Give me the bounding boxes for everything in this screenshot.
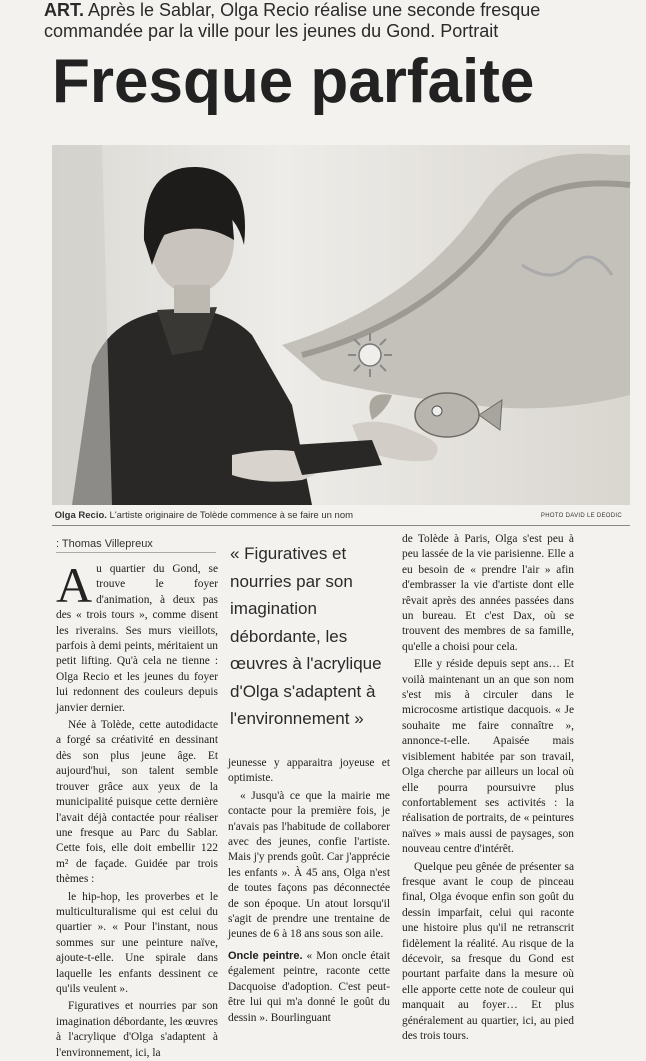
mural-sun: [348, 333, 392, 377]
byline: : Thomas Villepreux: [56, 536, 216, 553]
drop-cap: A: [56, 557, 93, 613]
paragraph: Quelque peu gênée de présenter sa fresque avant le coup de pinceau final, Olga évoque enfin son goût du dessin imparfait, celui qui raconte une histoire plus qu'il ne retranscrit fidèlement la réalité. Au risque de la décevoir, sa fresque du Gond est pourtant parfaite dans la mesure où elle apporte cette note de couleur qui manquait au foyer… Et plus généralement au quartier, ici, au pied des trois tours.: [402, 860, 574, 1042]
caption-text: L'artiste originaire de Tolède commence à se faire un nom: [109, 510, 354, 521]
paragraph: de Tolède à Paris, Olga s'est peu à peu lassée de la vie parisienne. Elle a eu besoin de « prendre l'air » afin d'embrasser la vie d'artiste dont elle rêvait après des années passées dans un bureau. Et c'est Dax, où se trouvent des membres de sa famille, qu'elle a choisi pour cela.: [402, 533, 574, 653]
caption-name: Olga Recio.: [54, 510, 107, 521]
kicker-label: ART.: [44, 0, 84, 20]
paragraph: Figuratives et nourries par son imagination débordante, les œuvres à l'acrylique d'Olga s'adaptent à l'environnement, ici, la: [56, 1000, 218, 1059]
paragraph: [56, 557, 218, 716]
portrait-photo: [52, 145, 630, 505]
photo-credit: PHOTO DAVID LE DEODIC: [540, 513, 622, 519]
paragraph-text: « Mon oncle était également peintre, raconte cette Dacquoise d'adoption. C'est peut-être lui qui m'a donné le goût du dessin ». Bourlinguant: [228, 949, 390, 1024]
paragraph: le hip-hop, les proverbes et le multiculturalisme qui est celui du quartier ». « Pour l'instant, nous sommes sur une peinture naïve, ajoute-t-elle. Une spirale dans laquelle les enfants dessinent ce qu'ils veulent ».: [56, 890, 218, 995]
kicker: [44, 0, 634, 42]
article-column-1: [56, 557, 218, 1059]
subhead: Oncle peintre.: [228, 949, 303, 962]
photo-illustration: [52, 145, 630, 505]
paragraph: Elle y réside depuis sept ans… Et voilà maintenant un an que son nom s'est mis à circuler dans le microcosme artistique dacquois. « Je souhaite me faire connaître », annonce-t-elle. Apaisée mais visiblement habitée par son travail, Olga cherche par ailleurs un local où elle pourra poursuivre plus confortablement ses activités : la réalisation de portraits, de « peintures naïves » mais aussi de paysages, son nouveau centre d'intérêt.: [402, 658, 574, 856]
paragraph: [228, 949, 390, 1026]
kicker-text: Après le Sablar, Olga Recio réalise une seconde fresque commandée par la ville pour les jeunes du Gond. Portrait: [44, 0, 541, 41]
photo-caption: [52, 507, 630, 526]
paragraph: jeunesse y apparaitra joyeuse et optimiste.: [228, 757, 390, 785]
pull-quote: « Figuratives et nourries par son imagination débordante, les œuvres à l'acrylique d'Olga s'adaptent à l'environnement »: [230, 544, 382, 728]
paragraph: « Jusqu'à ce que la mairie me contacte pour la première fois, je n'avais pas l'habitude de collaborer avec des jeunes, confie l'artiste. Mais j'y prends goût. Car j'apprécie les enfants ». À 45 ans, Olga n'est de toutes façons pas déconnectée de son époque. Un atout lorsqu'il s'agit de prendre une trentaine de jeunes de 6 à 18 ans sous son aile.: [228, 789, 390, 941]
paragraph-text: u quartier du Gond, se trouve le foyer d'animation, à deux pas des « trois tours », comme disent les riverains. Ses murs vieillots, parfois à demi peints, méritaient un petit lifting. Qu'à cela ne tienne : Olga Recio et les jeunes du foyer lui redonnent des couleurs depuis janvier dernier.: [56, 563, 218, 714]
headline: Fresque parfaite: [52, 47, 535, 116]
article-column-2: [228, 756, 390, 1024]
article-column-3: [402, 532, 574, 1042]
paragraph: Née à Tolède, cette autodidacte a forgé sa créativité en dessinant dès son plus jeune âge. Et aujourd'hui, son talent semble trouver grâce aux yeux de la municipalité puisque cette dernière l'avait déjà contactée pour réaliser une fresque au Parc du Sablar. Cette fois, elle doit embellir 122 m² de façade. Guidée par trois thèmes :: [56, 719, 218, 886]
